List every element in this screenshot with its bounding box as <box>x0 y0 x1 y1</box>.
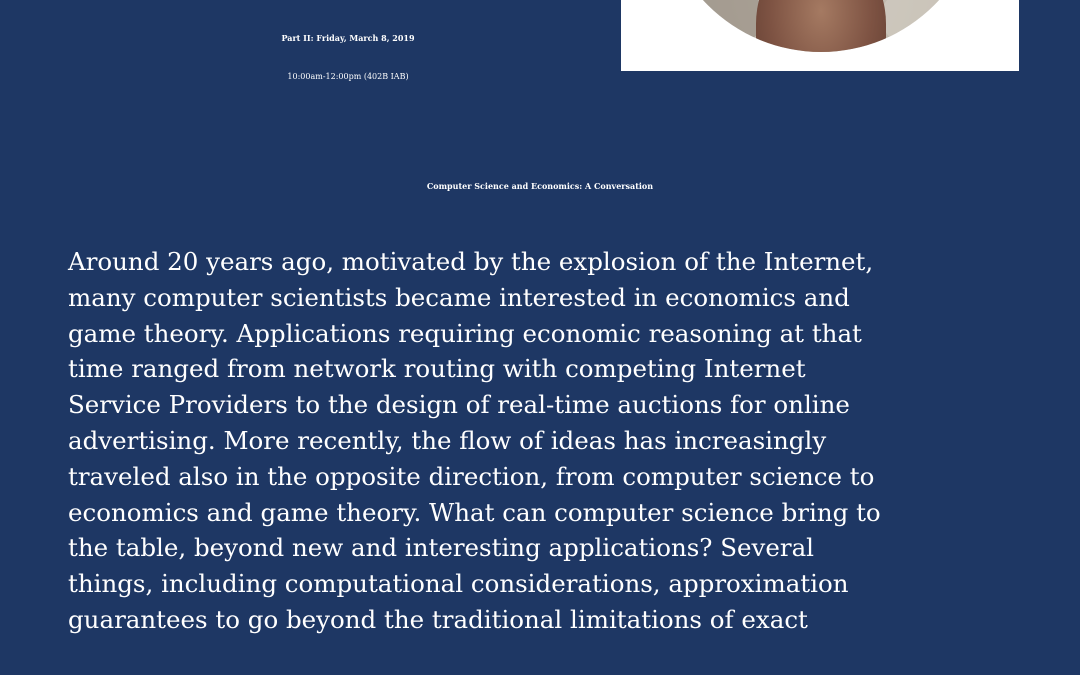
session-date: Part II: Friday, March 8, 2019 <box>281 33 415 43</box>
abstract-line: traveled also in the opposite direction, from computer science to <box>68 461 875 491</box>
abstract-line: Around 20 years ago, motivated by the explosion of the Internet, <box>68 247 874 276</box>
photo-background-highlight <box>881 0 976 52</box>
abstract-line: time ranged from network routing with competing Internet <box>68 354 806 384</box>
speaker-face <box>756 0 886 52</box>
abstract-line: Service Providers to the design of real-time auctions for online <box>68 390 850 420</box>
abstract-line: the table, beyond new and interesting applications? Several <box>68 533 815 563</box>
abstract-line: advertising. More recently, the flow of ideas has increasingly <box>68 425 827 455</box>
session-time-location: 10:00am-12:00pm (402B IAB) <box>287 72 409 81</box>
speaker-photo <box>661 0 981 52</box>
abstract-line: game theory. Applications requiring economic reasoning at that <box>68 318 862 348</box>
talk-abstract <box>68 244 1068 638</box>
talk-title: Computer Science and Economics: A Conversation <box>426 181 654 191</box>
abstract-line: many computer scientists became interested in economics and <box>68 282 850 312</box>
abstract-line: things, including computational considerations, approximation <box>68 569 849 599</box>
abstract-line: economics and game theory. What can computer science bring to <box>68 497 881 527</box>
abstract-line: guarantees to go beyond the traditional limitations of exact <box>68 604 808 634</box>
